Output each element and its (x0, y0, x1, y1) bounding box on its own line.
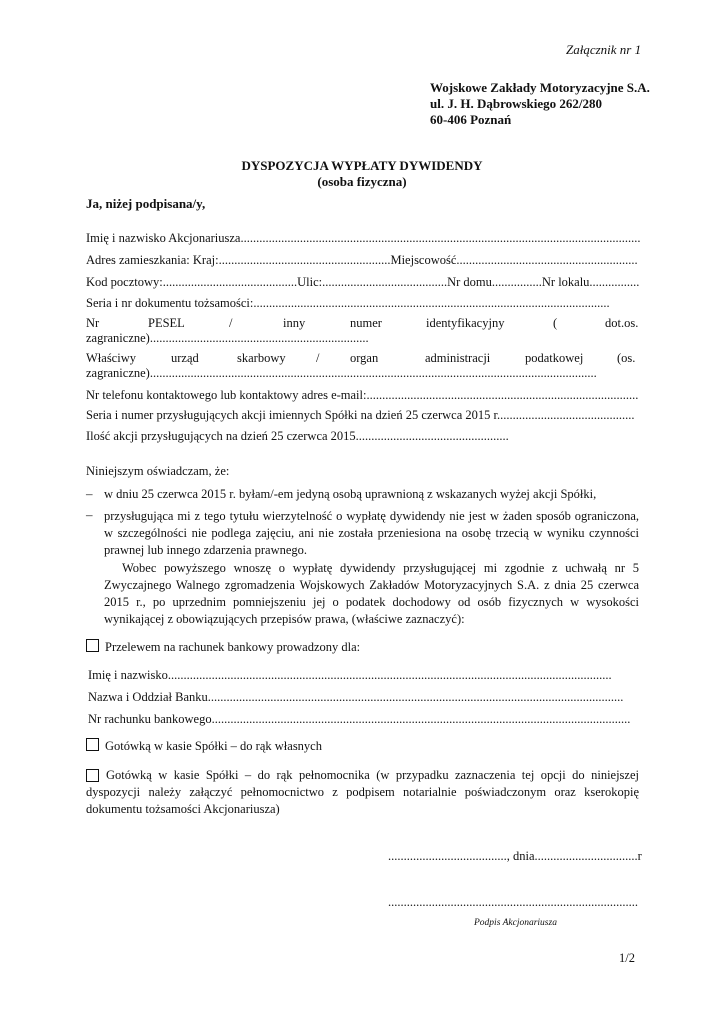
field-postal-address[interactable]: Kod pocztowy:...........................................Ulic:........................................Nr domu................Nr lokalu................ (86, 275, 640, 289)
field-account-number[interactable]: Nr rachunku bankowego...................................................................................................................................... (88, 712, 631, 726)
option-bank-transfer[interactable] (86, 639, 360, 655)
place-date-field[interactable]: ......................................, dnia.................................r (388, 849, 642, 863)
field-id-document[interactable]: Seria i nr dokumentu tożsamości:.................................................................................................................. (86, 296, 610, 310)
option-bank-transfer-label: Przelewem na rachunek bankowy prowadzony dla: (105, 640, 361, 654)
company-name: Wojskowe Zakłady Motoryzacyjne S.A. (430, 80, 650, 95)
bullet-item: w dniu 25 czerwca 2015 r. byłam/-em jedyną osobą uprawnioną z wskazanych wyżej akcji Spółki, (104, 487, 597, 501)
tax-word: organ (350, 351, 379, 365)
field-shares-series[interactable]: Seria i numer przysługujących akcji imiennych Spółki na dzień 25 czerwca 2015 r............................................ (86, 408, 635, 422)
tax-word: administracji (425, 351, 491, 365)
tax-word: / (316, 351, 320, 365)
tax-word: skarbowy (237, 351, 286, 365)
pesel-word: PESEL (148, 316, 185, 330)
tax-word: podatkowej (525, 351, 584, 365)
document-title: DYSPOZYCJA WYPŁATY DYWIDENDY (241, 158, 483, 173)
pesel-word: dot.os. (605, 316, 639, 330)
company-city: 60-406 Poznań (430, 112, 512, 127)
field-account-holder[interactable]: Imię i nazwisko.............................................................................................................................................. (88, 668, 612, 682)
tax-word: (os. (617, 351, 636, 365)
document-subtitle: (osoba fizyczna) (317, 174, 407, 189)
pesel-word: inny (283, 316, 306, 330)
tax-continuation: zagraniczne)............................................................................................................................................... (86, 366, 597, 380)
pesel-word: Nr (86, 316, 100, 330)
checkbox-cash-own[interactable] (86, 738, 99, 751)
page-number: 1/2 (619, 951, 635, 965)
option-cash-proxy-label: Gotówką w kasie Spółki – do rąk pełnomocnika (w przypadku zaznaczenia tej opcji do niniejszej dyspozycji należy załączyć pełnomocnictwo z podpisem notarialnie poświadczonym oraz kserokopię dokumentu tożsamości Akcjonariusza) (86, 768, 639, 816)
pesel-word: numer (350, 316, 382, 330)
tax-word: urząd (171, 351, 199, 365)
field-bank-name[interactable]: Nazwa i Oddział Banku..................................................................................................................................... (88, 690, 624, 704)
option-cash-own[interactable] (86, 738, 322, 754)
request-paragraph: Wobec powyższego wnoszę o wypłatę dywidendy przysługującej mi zgodnie z uchwałą nr 5 Zwyczajnego Walnego zgromadzenia Wojskowych Zakładów Motoryzacyjnych S.A. z dnia 25 czerwca 2015 r., po uprzednim pomniejszeniu jej o podatek dochodowy od osób fizycznych w wysokości wynikającej z obowiązujących przepisów prawa, (właściwe zaznaczyć): (104, 561, 639, 626)
bullet-item: przysługująca mi z tego tytułu wierzytelność o wypłatę dywidendy nie jest w żaden sposób ograniczona, w szczególności nie podlega zajęciu, ani nie została przeniesiona na osobę trzecią w wyniku czynności prawnej lub innego zdarzenia prawnego. (104, 509, 639, 557)
bullet-dash: – (86, 507, 93, 522)
option-cash-own-label: Gotówką w kasie Spółki – do rąk własnych (105, 739, 322, 753)
field-contact[interactable]: Nr telefonu kontaktowego lub kontaktowy adres e-mail:....................................................................................... (86, 388, 639, 402)
signature-caption: Podpis Akcjonariusza (474, 918, 557, 928)
company-street: ul. J. H. Dąbrowskiego 262/280 (430, 96, 603, 111)
intro-text: Ja, niżej podpisana/y, (86, 196, 206, 211)
field-shares-count[interactable]: Ilość akcji przysługujących na dzień 25 czerwca 2015................................................. (86, 429, 509, 443)
field-address[interactable]: Adres zamieszkania: Kraj:.......................................................Miejscowość.......................................................... (86, 253, 638, 267)
pesel-word: identyfikacyjny (426, 316, 505, 330)
field-shareholder-name[interactable]: Imię i nazwisko Akcjonariusza................................................................................................................................ (86, 231, 641, 245)
attachment-label: Załącznik nr 1 (566, 42, 642, 57)
tax-word: Właściwy (86, 351, 136, 365)
declaration-intro: Niniejszym oświadczam, że: (86, 464, 230, 478)
bullet-dash: – (86, 486, 93, 501)
pesel-continuation: zagraniczne)...................................................................... (86, 331, 369, 345)
pesel-word: / (229, 316, 233, 330)
checkbox-bank-transfer[interactable] (86, 639, 99, 652)
signature-field[interactable]: ................................................................................ (388, 895, 638, 909)
pesel-word: ( (553, 316, 558, 330)
